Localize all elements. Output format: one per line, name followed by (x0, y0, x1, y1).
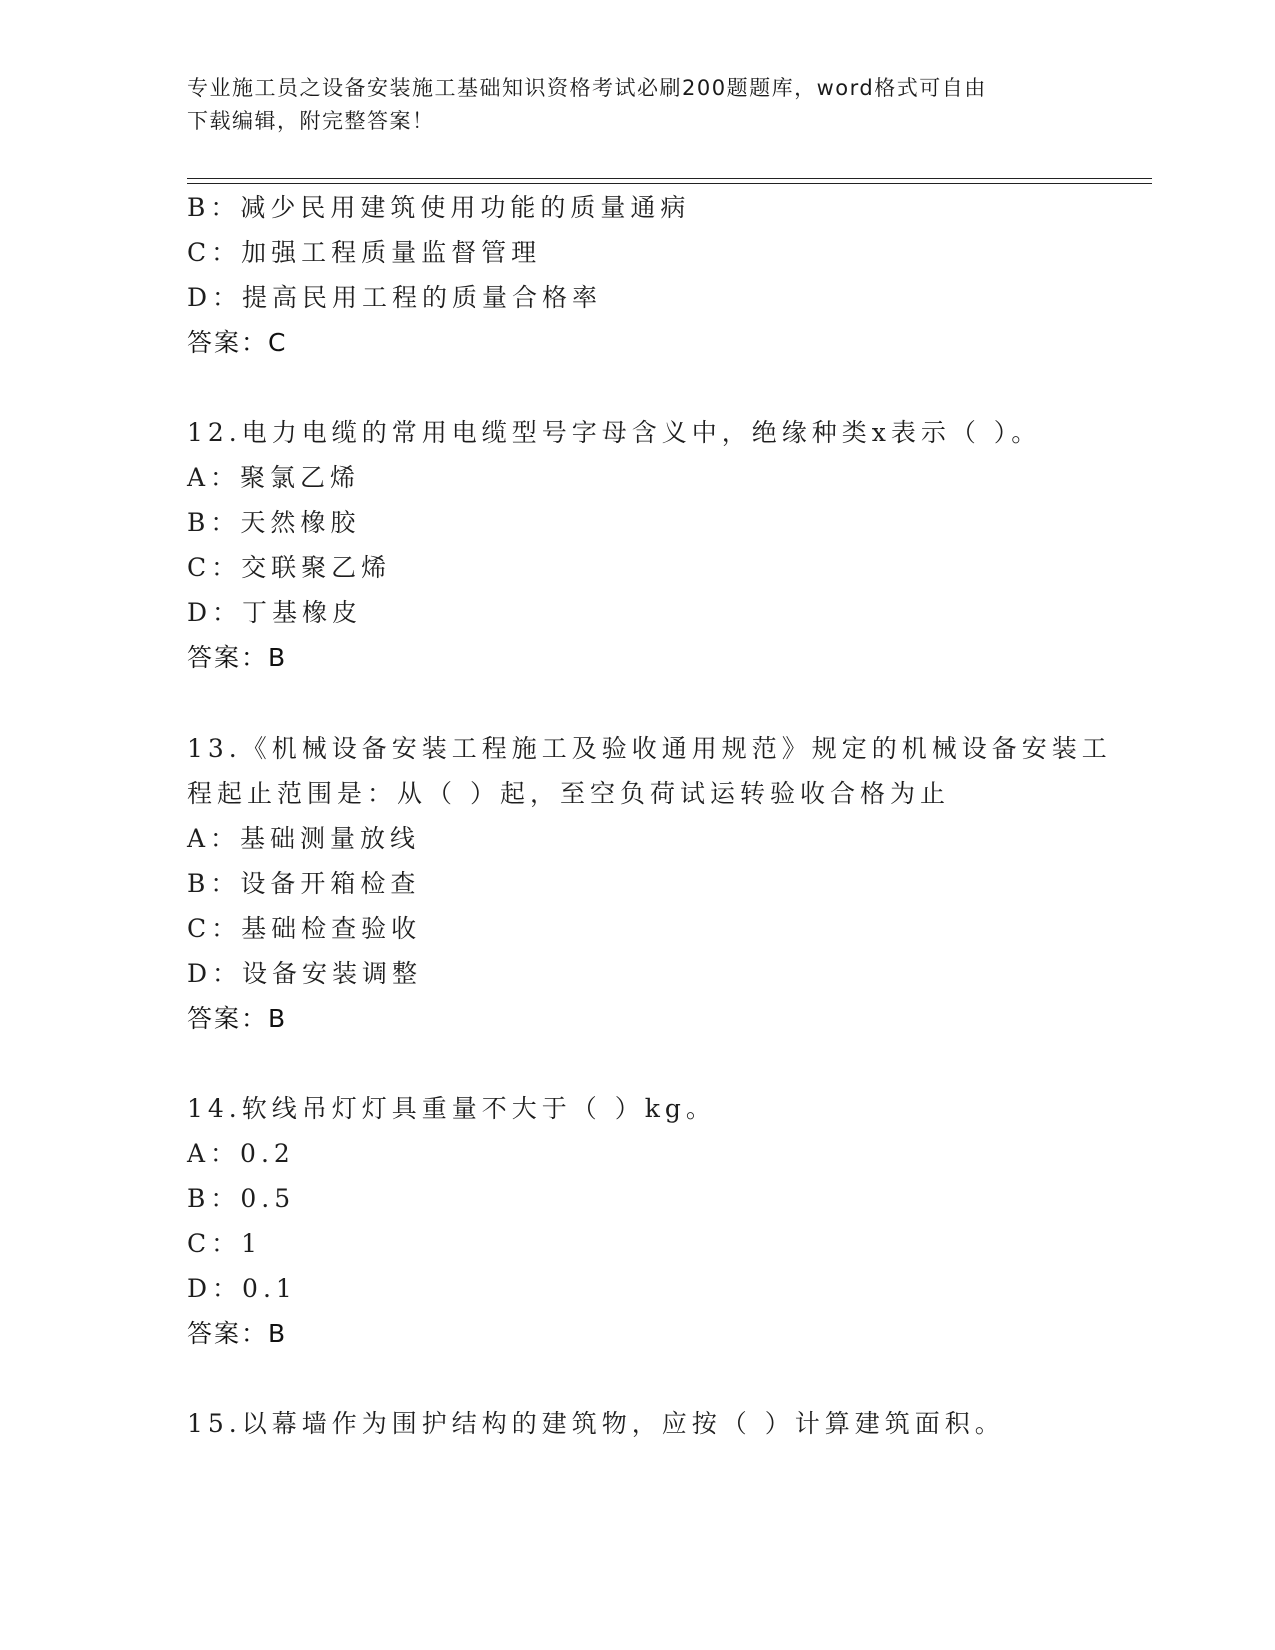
q12-option-c: C：交联聚乙烯 (187, 553, 392, 582)
q13-question-line-1: 13.《机械设备安装工程施工及验收通用规范》规定的机械设备安装工 (187, 734, 1112, 763)
header-line-1: 专业施工员之设备安装施工基础知识资格考试必刷200题题库，word格式可自由 (187, 76, 987, 100)
q13-option-d: D：设备安装调整 (187, 959, 423, 988)
q14-question: 14.软线吊灯灯具重量不大于（ ）kg。 (187, 1094, 716, 1123)
q13-option-a: A：基础测量放线 (187, 824, 421, 853)
header-line-2: 下载编辑，附完整答案！ (187, 109, 435, 133)
q14-answer: 答案：B (187, 1319, 288, 1348)
q14-option-a: A：0.2 (187, 1139, 295, 1168)
header-divider-top (187, 178, 1152, 179)
q13-answer: 答案：B (187, 1004, 288, 1033)
q12-option-a: A：聚氯乙烯 (187, 463, 361, 492)
q12-answer: 答案：B (187, 643, 288, 672)
q12-option-b: B：天然橡胶 (187, 508, 361, 537)
q11-option-c: C：加强工程质量监督管理 (187, 238, 542, 267)
document-header (187, 72, 1087, 138)
q14-option-d: D：0.1 (187, 1274, 297, 1303)
q11-option-d: D：提高民用工程的质量合格率 (187, 283, 603, 312)
q14-option-c: C：1 (187, 1229, 263, 1258)
q13-option-c: C：基础检查验收 (187, 914, 422, 943)
header-divider-bottom (187, 183, 1152, 184)
q14-option-b: B：0.5 (187, 1184, 296, 1213)
q13-question-line-2: 程起止范围是：从（ ）起，至空负荷试运转验收合格为止 (187, 779, 950, 808)
q15-question: 15.以幕墙作为围护结构的建筑物，应按（ ）计算建筑面积。 (187, 1409, 1005, 1438)
q12-option-d: D：丁基橡皮 (187, 598, 363, 627)
q13-option-b: B：设备开箱检查 (187, 869, 421, 898)
q11-answer: 答案：C (187, 328, 288, 357)
q11-option-b: B：减少民用建筑使用功能的质量通病 (187, 193, 691, 222)
q12-question: 12.电力电缆的常用电缆型号字母含义中，绝缘种类x表示（ ）。 (187, 418, 1042, 447)
